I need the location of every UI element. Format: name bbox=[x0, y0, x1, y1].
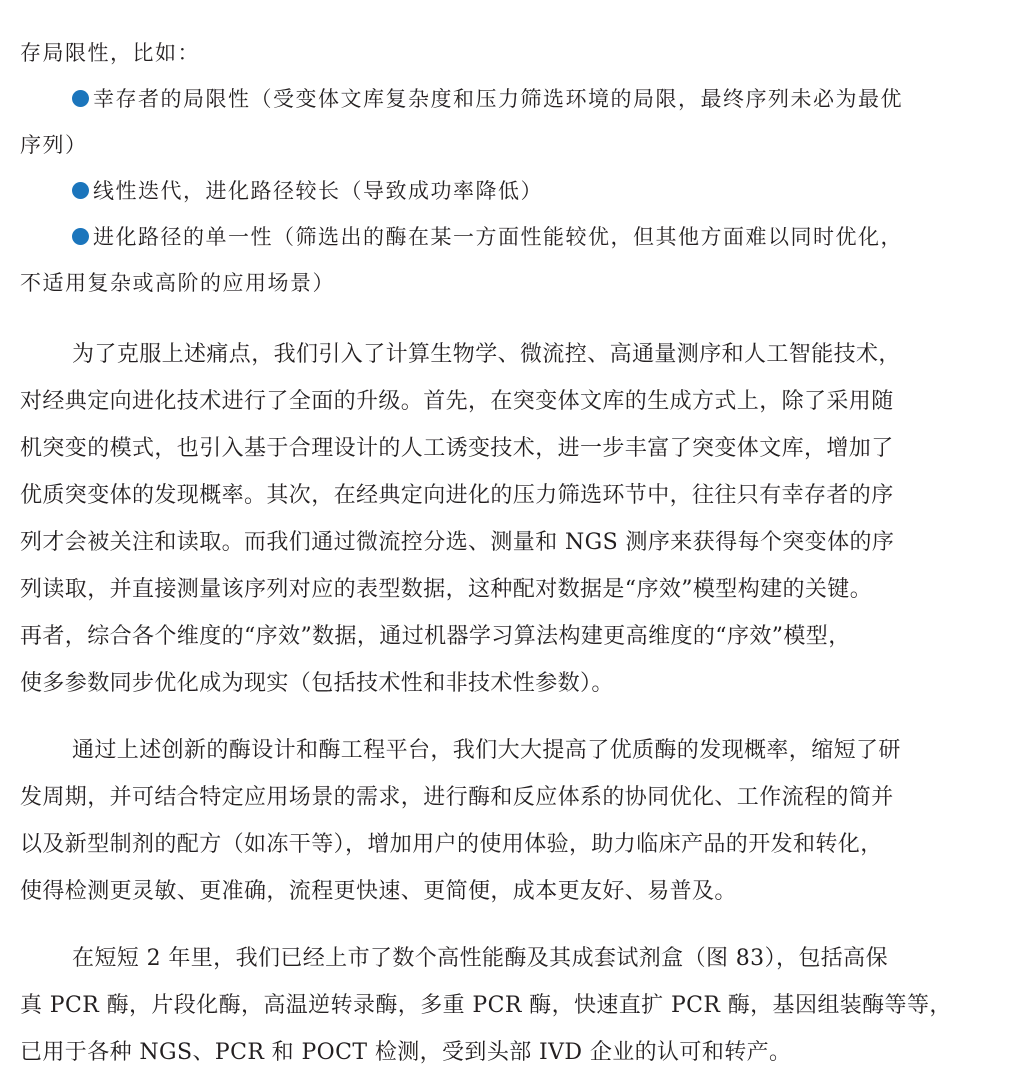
paragraph-line: 已用于各种 NGS、PCR 和 POCT 检测，受到头部 IVD 企业的认可和转产。 bbox=[20, 1040, 792, 1065]
document-page bbox=[20, 30, 1010, 1076]
bullet-text: 线性迭代，进化路径较长（导致成功率降低） bbox=[93, 179, 543, 203]
paragraph-line: 机突变的模式，也引入基于合理设计的人工诱变技术，进一步丰富了突变体文库，增加了 bbox=[20, 436, 894, 461]
paragraph-line: 通过上述创新的酶设计和酶工程平台，我们大大提高了优质酶的发现概率，缩短了研 bbox=[72, 738, 901, 763]
paragraph-line: 优质突变体的发现概率。其次，在经典定向进化的压力筛选环节中，往往只有幸存者的序 bbox=[20, 483, 894, 508]
paragraph-line: 使多参数同步优化成为现实（包括技术性和非技术性参数）。 bbox=[20, 671, 614, 696]
bullet-dot-icon bbox=[72, 228, 89, 245]
paragraph-line: 列读取，并直接测量该序列对应的表型数据，这种配对数据是“序效”模型构建的关键。 bbox=[20, 577, 873, 602]
paragraph-line: 再者，综合各个维度的“序效”数据，通过机器学习算法构建更高维度的“序效”模型， bbox=[20, 624, 851, 649]
paragraph-line: 对经典定向进化技术进行了全面的升级。首先，在突变体文库的生成方式上，除了采用随 bbox=[20, 389, 894, 414]
paragraph-line: 发周期，并可结合特定应用场景的需求，进行酶和反应体系的协同优化、工作流程的简并 bbox=[20, 785, 894, 810]
bullet-item-linear-iteration bbox=[20, 168, 1010, 214]
paragraph-line: 使得检测更灵敏、更准确，流程更快速、更简便，成本更友好、易普及。 bbox=[20, 879, 737, 904]
paragraph-line: 真 PCR 酶，片段化酶，高温逆转录酶，多重 PCR 酶，快速直扩 PCR 酶，基因组装酶等等， bbox=[20, 993, 952, 1018]
paragraph-upgrade bbox=[20, 331, 1010, 707]
bullet-continuation: 不适用复杂或高阶的应用场景） bbox=[20, 271, 335, 295]
bullet-continuation: 序列） bbox=[20, 133, 88, 157]
bullet-item-survivor bbox=[20, 76, 1010, 168]
limitations-section bbox=[20, 30, 1010, 306]
paragraph-line: 列才会被关注和读取。而我们通过微流控分选、测量和 NGS 测序来获得每个突变体的序 bbox=[20, 530, 895, 555]
bullet-item-single-path bbox=[20, 214, 1010, 306]
bullet-text: 幸存者的局限性（受变体文库复杂度和压力筛选环境的局限，最终序列未必为最优 bbox=[93, 87, 903, 111]
intro-line: 存局限性，比如： bbox=[20, 41, 200, 65]
paragraph-line: 以及新型制剂的配方（如冻干等），增加用户的使用体验，助力临床产品的开发和转化， bbox=[20, 832, 883, 857]
bullet-dot-icon bbox=[72, 90, 89, 107]
paragraph-products bbox=[20, 935, 1010, 1076]
bullet-text: 进化路径的单一性（筛选出的酶在某一方面性能较优，但其他方面难以同时优化， bbox=[93, 225, 903, 249]
bullet-dot-icon bbox=[72, 182, 89, 199]
paragraph-platform bbox=[20, 727, 1010, 915]
paragraph-line: 在短短 2 年里，我们已经上市了数个高性能酶及其成套试剂盒（图 83），包括高保 bbox=[72, 946, 888, 971]
paragraph-line: 为了克服上述痛点，我们引入了计算生物学、微流控、高通量测序和人工智能技术， bbox=[72, 342, 901, 367]
